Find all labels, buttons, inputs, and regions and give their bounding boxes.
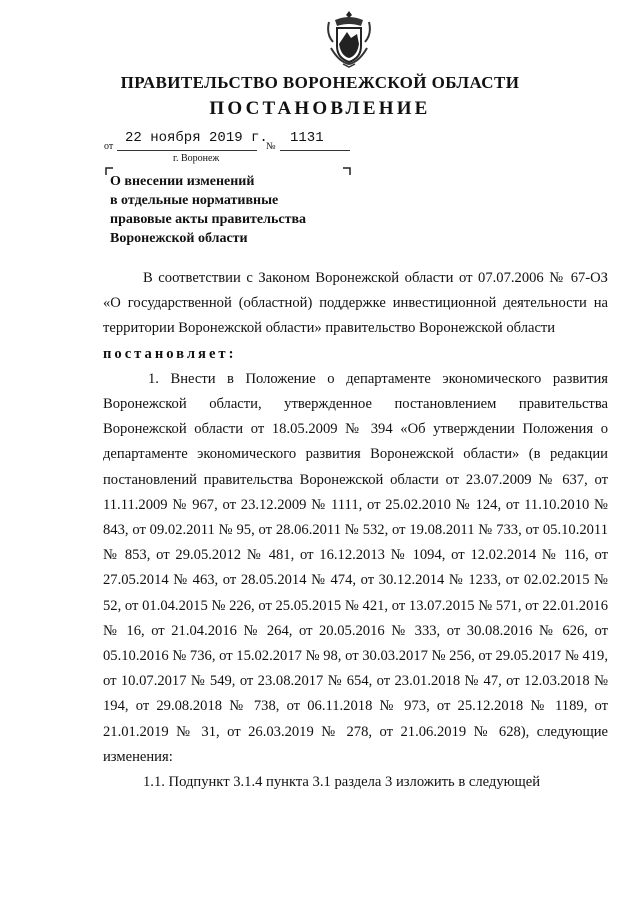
subject-line: правовые акты правительства (110, 212, 307, 227)
subject-line: Воронежской области (110, 231, 248, 246)
bracket-top-right (343, 167, 351, 175)
number-underline (280, 150, 350, 151)
item-1-1-paragraph: 1.1. Подпункт 3.1.4 пункта 3.1 раздела 3 изложить в следующей (143, 774, 541, 791)
intro-paragraph: В соответствии с Законом Воронежской области от 07.07.2006 № 67-ОЗ «О государственной (областной) поддержке инвестиционной деятельности на территории Воронежской области» правительство Воронежской области (103, 270, 608, 337)
subject-line: в отдельные нормативные (110, 193, 279, 208)
subject-block (110, 172, 340, 248)
document-number: 1131 (290, 130, 324, 146)
item-1-paragraph: 1. Внести в Положение о департаменте экономического развития Воронежской области, утвержденное постановлением правительства Воронежской области от 18.05.2009 № 394 «Об утверждении Положения о департаменте экономического развития Воронежской области» (в редакции постановлений правительства Воронежской области от 23.07.2009 № 637, от 11.11.2009 № 967, от 23.12.2009 № 1111, от 25.02.2010 № 124, от 11.10.2010 № 843, от 09.02.2011 № 95, от 28.06.2011 № 532, от 19.08.2011 № 733, от 05.10.2011 № 853, от 29.05.2012 № 481, от 16.12.2013 № 1094, от 12.02.2014 № 116, от 27.05.2014 № 463, от 28.05.2014 № 474, от 30.12.2014 № 1233, от 02.02.2015 № 52, от 01.04.2015 № 226, от 25.05.2015 № 421, от 13.07.2015 № 571, от 22.01.2016 № 16, от 21.04.2016 № 264, от 20.05.2016 № 333, от 30.08.2016 № 626, от 05.10.2016 № 736, от 15.02.2017 № 98, от 30.03.2017 № 256, от 29.05.2017 № 419, от 10.07.2017 № 549, от 23.08.2017 № 654, от 23.01.2018 № 47, от 12.03.2018 № 194, от 29.08.2018 № 738, от 06.11.2018 № 973, от 25.12.2018 № 1189, от 21.01.2019 № 31, от 26.03.2019 № 278, от 21.06.2019 № 628), следующие изменения: (103, 370, 608, 765)
number-prefix: № (266, 141, 276, 152)
document-type: ПОСТАНОВЛЕНИЕ (209, 98, 431, 119)
city-label: г. Воронеж (173, 153, 220, 164)
resolves-label: постановляет: (103, 345, 237, 362)
organization-title: ПРАВИТЕЛЬСТВО ВОРОНЕЖСКОЙ ОБЛАСТИ (120, 73, 520, 92)
date-underline (117, 150, 257, 151)
date-prefix: от (104, 141, 114, 152)
coat-of-arms-icon (325, 8, 373, 68)
document-body (103, 266, 608, 795)
subject-line: О внесении изменений (110, 174, 255, 189)
document-date: 22 ноября 2019 г. (125, 130, 268, 146)
